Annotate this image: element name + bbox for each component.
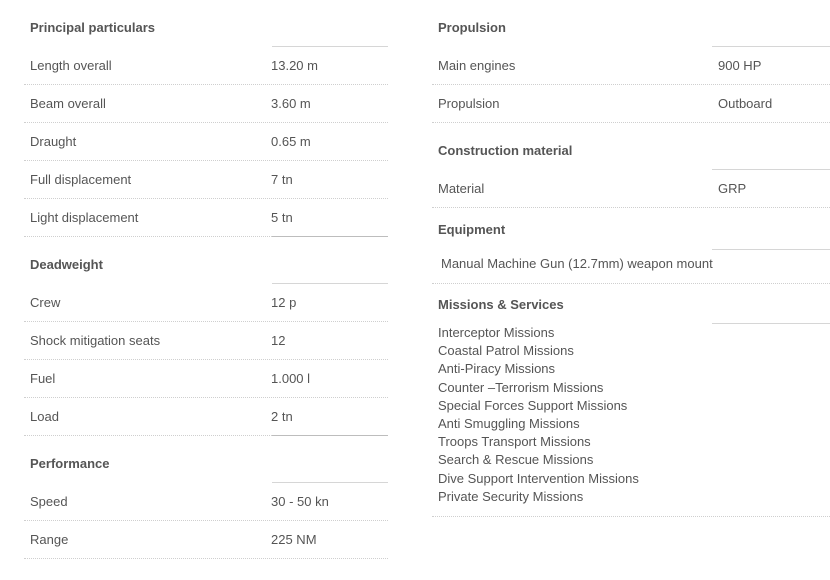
spec-row (24, 199, 388, 237)
spec-label: Length overall (30, 58, 112, 73)
section-title-equipment: Equipment (432, 208, 830, 250)
list-item: Troops Transport Missions (438, 434, 591, 450)
specs-left-column (24, 0, 388, 559)
spec-value: 12 p (271, 295, 297, 310)
spec-label: Range (30, 532, 69, 547)
spec-value: 900 HP (718, 58, 762, 73)
spec-value: 7 tn (271, 172, 293, 187)
list-item: Interceptor Missions (438, 325, 555, 340)
equipment-text: Manual Machine Gun (12.7mm) weapon mount (432, 250, 830, 284)
spec-value: Outboard (718, 96, 773, 111)
list-item: Coastal Patrol Missions (438, 343, 574, 359)
spec-label: Crew (30, 295, 61, 310)
specs-right-column (432, 0, 830, 517)
spec-value: 13.20 m (271, 58, 318, 73)
spec-value: GRP (718, 181, 747, 196)
section-title-performance: Performance (24, 436, 388, 483)
list-item: Anti Smuggling Missions (438, 415, 580, 431)
spec-row (432, 85, 830, 123)
spec-label: Propulsion (438, 96, 500, 111)
spec-label: Shock mitigation seats (30, 333, 161, 348)
spec-row (24, 123, 388, 161)
spec-value: 0.65 m (271, 134, 311, 149)
spec-label: Full displacement (30, 172, 132, 187)
spec-value: 2 tn (271, 409, 293, 424)
spec-value: 30 - 50 kn (271, 494, 329, 509)
spec-value: 225 NM (271, 532, 317, 547)
spec-value: 3.60 m (271, 96, 311, 111)
spec-label: Speed (30, 494, 68, 509)
section-title-propulsion: Propulsion (432, 0, 830, 47)
section-title-principal: Principal particulars (24, 0, 388, 47)
spec-row (24, 322, 388, 360)
list-item: Private Security Missions (438, 488, 584, 504)
spec-row (24, 284, 388, 322)
spec-label: Main engines (438, 58, 516, 73)
list-item: Counter –Terrorism Missions (438, 379, 604, 395)
spec-row (24, 85, 388, 123)
list-item: Search & Rescue Missions (438, 452, 594, 468)
spec-row (24, 521, 388, 559)
list-item: Dive Support Intervention Missions (438, 470, 639, 486)
spec-row (432, 47, 830, 85)
section-title-deadweight: Deadweight (24, 237, 388, 284)
section-title-missions: Missions & Services (432, 284, 830, 324)
spec-label: Fuel (30, 371, 56, 386)
spec-row (24, 398, 388, 436)
missions-list (432, 324, 830, 517)
spec-label: Load (30, 409, 59, 424)
spec-label: Light displacement (30, 210, 139, 225)
section-title-construction: Construction material (432, 123, 830, 170)
spec-label: Draught (30, 134, 77, 149)
spec-row (432, 170, 830, 208)
list-item: Anti-Piracy Missions (438, 361, 556, 377)
spec-row (24, 483, 388, 521)
spec-label: Material (438, 181, 485, 196)
list-item: Special Forces Support Missions (438, 397, 628, 413)
spec-value: 1.000 l (271, 371, 311, 386)
spec-value: 5 tn (271, 210, 293, 225)
spec-row (24, 47, 388, 85)
spec-label: Beam overall (30, 96, 106, 111)
spec-row (24, 161, 388, 199)
spec-row (24, 360, 388, 398)
spec-value: 12 (271, 333, 286, 348)
